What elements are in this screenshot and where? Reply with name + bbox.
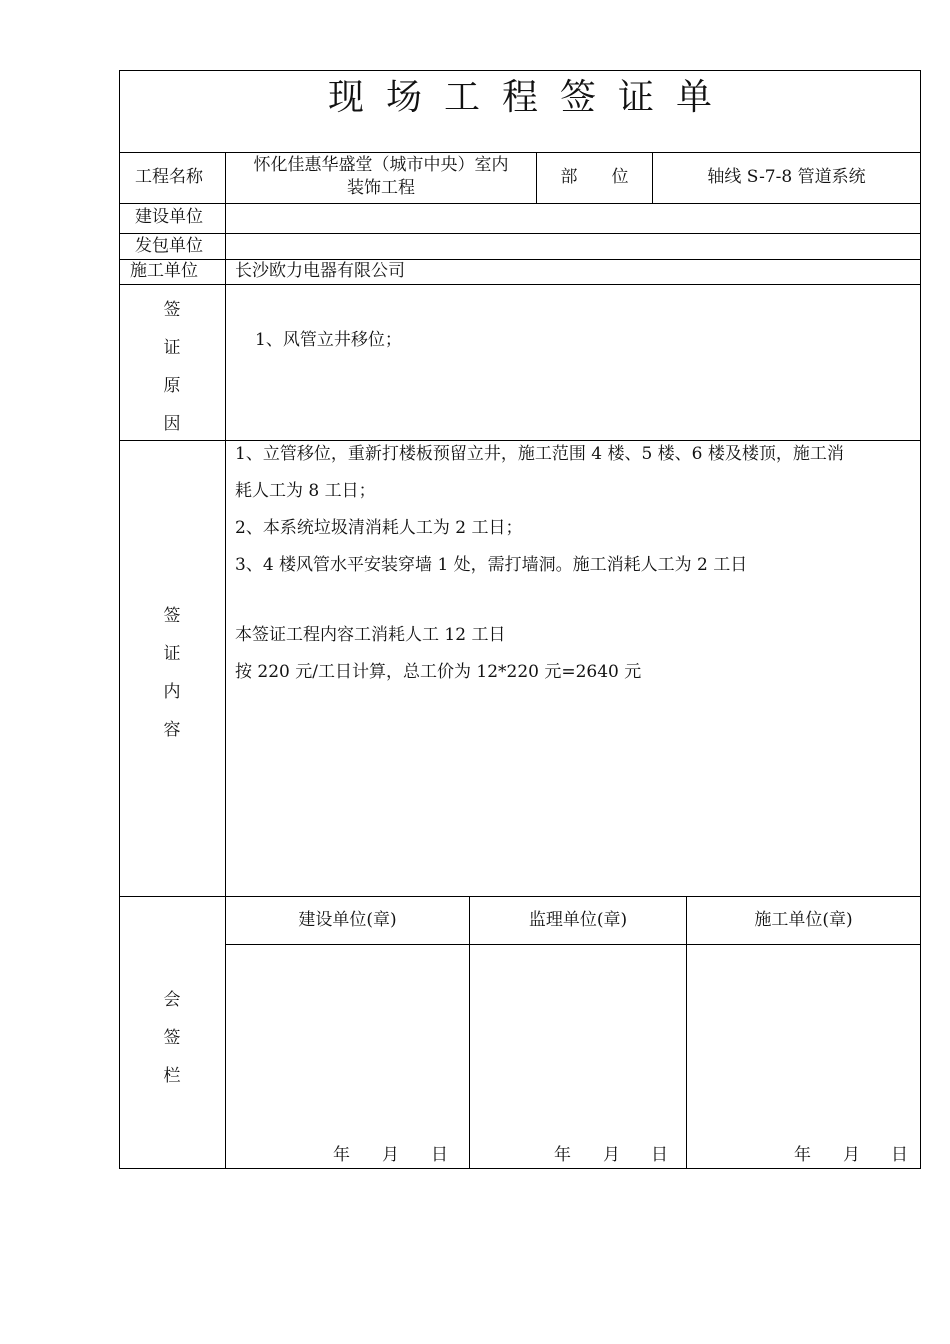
signoff-label: [120, 985, 224, 1099]
row-divider: [120, 203, 920, 204]
content-label-char: 签: [163, 606, 181, 626]
date-year: 年: [794, 1145, 811, 1165]
signoff-supervisor-header: 监理单位(章): [528, 910, 628, 930]
contractor-label: 发包单位: [135, 236, 203, 256]
location-value: 轴线 S-7-8 管道系统: [707, 167, 866, 187]
visa-form: [119, 70, 921, 1169]
reason-text: 1、风管立井移位；: [255, 330, 402, 350]
content-label-char: 容: [163, 720, 181, 740]
reason-label-char: 证: [163, 338, 181, 358]
signoff-owner-header: 建设单位(章): [298, 910, 397, 930]
signoff-builder-header: 施工单位(章): [754, 910, 853, 930]
content-summary: 按 220 元/工日计算，总工价为 12*220 元=2640 元: [235, 662, 642, 682]
project-name-value-line1: 怀化佳惠华盛堂（城市中央）室内: [253, 155, 509, 175]
content-label-char: 内: [163, 682, 181, 702]
date-month: 月: [603, 1145, 620, 1165]
signoff-label-char: 会: [163, 990, 181, 1010]
owner-label: 建设单位: [135, 207, 203, 227]
col-divider: [469, 896, 470, 1169]
date-day: 日: [651, 1145, 668, 1165]
builder-label: 施工单位: [130, 261, 198, 281]
row-divider: [120, 233, 920, 234]
location-label: 部 位: [560, 167, 629, 187]
reason-label-char: 因: [163, 414, 181, 434]
builder-value: 长沙欧力电器有限公司: [235, 261, 405, 281]
signoff-label-char: 栏: [163, 1066, 181, 1086]
row-divider: [120, 259, 920, 260]
row-divider: [120, 284, 920, 285]
content-line: 2、本系统垃圾清消耗人工为 2 工日；: [235, 518, 523, 538]
date-year: 年: [333, 1145, 350, 1165]
content-line: 1、立管移位，重新打楼板预留立井，施工范围 4 楼、5 楼、6 楼及楼顶，施工消: [235, 444, 844, 464]
reason-label-char: 原: [163, 376, 181, 396]
row-divider: [120, 152, 920, 153]
content-label: [120, 601, 224, 753]
reason-label: [120, 295, 224, 447]
date-day: 日: [431, 1145, 448, 1165]
col-divider: [225, 152, 226, 1169]
row-divider: [225, 944, 920, 945]
date-year: 年: [554, 1145, 571, 1165]
project-name-value-line2: 装饰工程: [347, 178, 415, 198]
date-month: 月: [382, 1145, 399, 1165]
content-line: 3、4 楼风管水平安装穿墙 1 处，需打墙洞。施工消耗人工为 2 工日: [235, 555, 748, 575]
reason-label-char: 签: [163, 300, 181, 320]
row-divider: [120, 896, 920, 897]
content-line: 耗人工为 8 工日；: [235, 481, 376, 501]
project-name-label: 工程名称: [135, 167, 203, 187]
form-title: 现场工程签证单: [327, 77, 734, 118]
row-divider: [120, 440, 920, 441]
date-day: 日: [891, 1145, 908, 1165]
col-divider: [686, 896, 687, 1169]
date-month: 月: [843, 1145, 860, 1165]
content-label-char: 证: [163, 644, 181, 664]
content-summary: 本签证工程内容工消耗人工 12 工日: [235, 625, 506, 645]
signoff-label-char: 签: [163, 1028, 181, 1048]
